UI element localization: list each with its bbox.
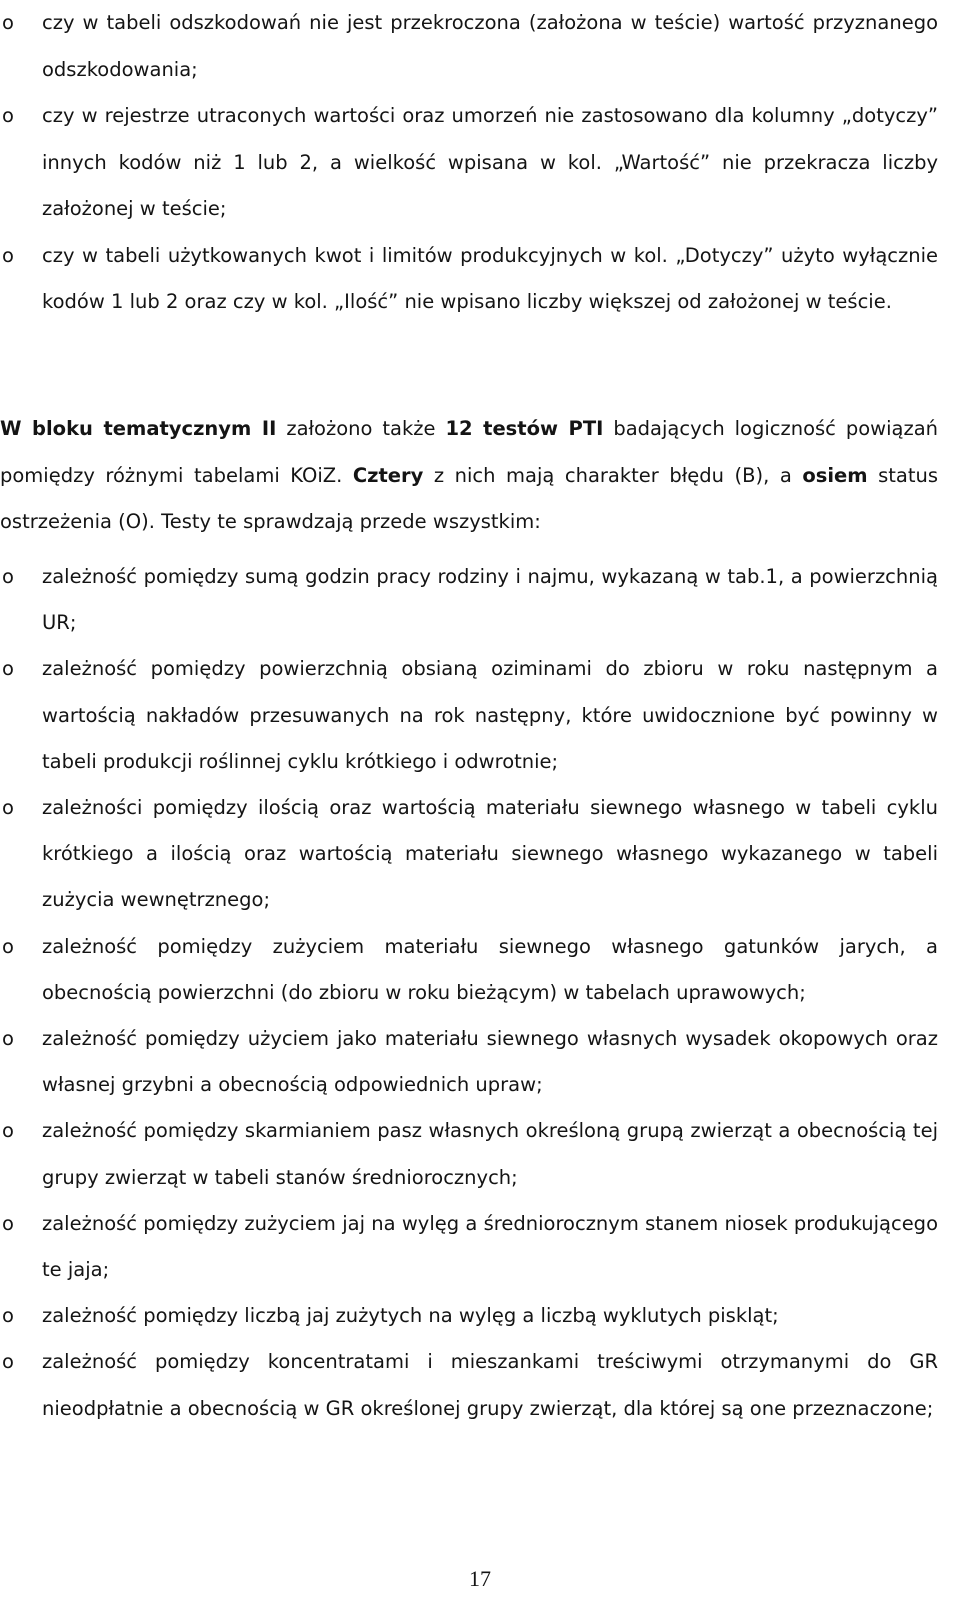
bullet-icon: o [2, 1211, 14, 1235]
bullet-icon: o [2, 934, 14, 958]
test-list-bottom [0, 554, 960, 1432]
list-item-text: zależności pomiędzy ilością oraz wartością materiału siewnego własnego w tabeli cyklu krótkiego a ilością oraz wartością materiału siewnego własnego wykazanego w tabeli zużycia wewnętrznego; [42, 796, 938, 912]
list-item [0, 554, 960, 646]
list-item-text: zależność pomiędzy sumą godzin pracy rodziny i najmu, wykazaną w tab.1, a powierzchnią UR; [42, 565, 938, 635]
list-item [0, 785, 960, 924]
list-item [0, 0, 960, 93]
list-item-text: czy w rejestrze utraconych wartości oraz umorzeń nie zastosowano dla kolumny „dotyczy” innych kodów niż 1 lub 2, a wielkość wpisana w kol. „Wartość” nie przekracza liczby założonej w teście; [42, 104, 938, 220]
bullet-icon: o [2, 104, 14, 127]
bullet-icon: o [2, 1027, 14, 1051]
bullet-icon: o [2, 243, 14, 267]
list-item [0, 1016, 960, 1108]
paragraph-bold-block: W bloku tematycznym II [0, 417, 277, 440]
list-item [0, 1201, 960, 1293]
list-item-text: czy w tabeli odszkodowań nie jest przekroczona (założona w teście) wartość przyznanego odszkodowania; [42, 11, 938, 81]
list-item-text: czy w tabeli użytkowanych kwot i limitów produkcyjnych w kol. „Dotyczy” użyto wyłącznie kodów 1 lub 2 oraz czy w kol. „Ilość” nie wpisano liczby większej od założonej w teście. [42, 243, 938, 313]
paragraph-bold-tests: 12 testów PTI [445, 417, 604, 440]
paragraph-bold-eight: osiem [802, 463, 868, 487]
intro-paragraph [0, 406, 938, 546]
list-item-text: zależność pomiędzy koncentratami i mieszankami treściwymi otrzymanymi do GR nieodpłatnie a obecnością w GR określonej grupy zwierząt, dla której są one przeznaczone; [42, 1350, 938, 1420]
paragraph-text: badających logiczność powiązań pomiędzy różnymi tabelami KOiZ. [0, 417, 939, 487]
test-list-top [0, 0, 960, 326]
list-item-text: zależność pomiędzy zużyciem jaj na wylęg a średniorocznym stanem niosek produkującego te jaja; [42, 1211, 938, 1282]
list-item [0, 924, 960, 1016]
list-item-text: zależność pomiędzy powierzchnią obsianą oziminami do zbioru w roku następnym a wartością nakładów przesuwanych na rok następny, które uwidocznione być powinny w tabeli produkcji roślinnej cyklu krótkiego i odwrotnie; [42, 657, 938, 773]
list-item [0, 1339, 960, 1431]
list-item [0, 1293, 960, 1339]
paragraph-text: założono także [276, 417, 446, 440]
bullet-icon: o [2, 796, 14, 820]
list-item-text: zależność pomiędzy liczbą jaj zużytych na wylęg a liczbą wyklutych piskląt; [42, 1304, 779, 1328]
list-item [0, 646, 960, 785]
bullet-icon: o [2, 1304, 14, 1328]
list-item-text: zależność pomiędzy skarmianiem pasz własnych określoną grupą zwierząt a obecnością tej grupy zwierząt w tabeli stanów średniorocznych; [42, 1119, 938, 1189]
bullet-icon: o [2, 1119, 14, 1143]
page-number: 17 [469, 1566, 491, 1591]
bullet-icon: o [2, 657, 14, 681]
paragraph-text: z nich mają charakter błędu (B), a [423, 463, 803, 487]
list-item-text: zależność pomiędzy użyciem jako materiału siewnego własnych wysadek okopowych oraz własnej grzybni a obecnością odpowiednich upraw; [42, 1027, 938, 1097]
paragraph-text: status ostrzeżenia (O). Testy te sprawdzają przede wszystkim: [0, 463, 938, 533]
list-item [0, 233, 960, 326]
bullet-icon: o [2, 11, 14, 34]
list-item [0, 1108, 960, 1200]
bullet-icon: o [2, 1350, 14, 1374]
bullet-icon: o [2, 565, 14, 588]
list-item [0, 93, 960, 233]
list-item-text: zależność pomiędzy zużyciem materiału siewnego własnego gatunków jarych, a obecnością powierzchni (do zbioru w roku bieżącym) w tabelach uprawowych; [42, 934, 938, 1004]
paragraph-bold-four: Cztery [352, 463, 424, 487]
